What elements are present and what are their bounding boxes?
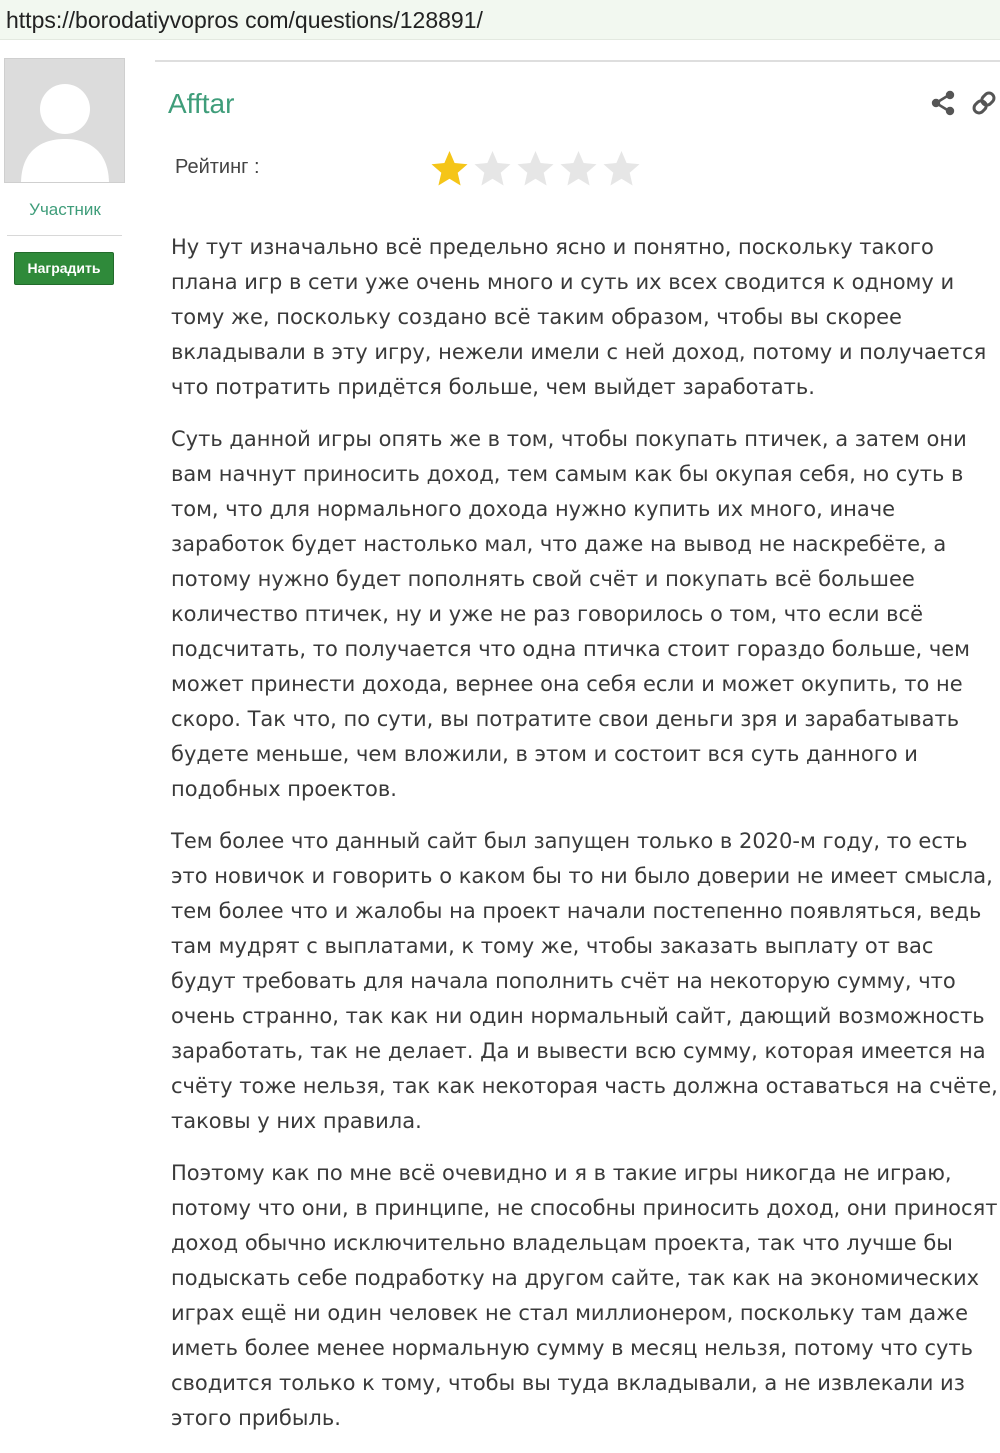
star-empty-icon[interactable] bbox=[557, 148, 600, 188]
post-paragraph: Поэтому как по мне всё очевидно и я в такие игры никогда не играю, потому что они, в принципе, не способны приносить доход, они приносят доход обычно исключительно владельцам проекта, так что лучше бы подыскать себе подработку на другом сайте, так как на экономических играх ещё ни один человек не стал миллионером, поскольку там даже иметь более менее нормальную сумму в месяц нельзя, потому что суть сводится только к тому, чтобы вы туда вкладывали, а не извлекали из этого прибыль. bbox=[171, 1161, 998, 1430]
url-text[interactable]: https://borodatiyvopros com/questions/128891/ bbox=[6, 7, 483, 33]
user-role: Участник bbox=[29, 200, 101, 219]
rating-label: Рейтинг : bbox=[175, 156, 260, 178]
rating-stars[interactable] bbox=[428, 148, 643, 188]
star-empty-icon[interactable] bbox=[471, 148, 514, 188]
post-paragraph: Суть данной игры опять же в том, чтобы покупать птичек, а затем они вам начнут приносить доход, тем самым как бы окупая себя, но суть в том, что для нормального дохода нужно купить их много, иначе заработок будет настолько мал, что даже на вывод не наскребёте, а потому нужно будет пополнять свой счёт и покупать всё большее количество птичек, ну и уже не раз говорилось о том, что если всё подсчитать, то получается что одна птичка стоит гораздо больше, чем может принести дохода, вернее она себя если и может окупить, то не скоро. Так что, по сути, вы потратите свои деньги зря и зарабатывать будете меньше, чем вложили, в этом и состоит вся суть данного и подобных проектов. bbox=[171, 427, 971, 801]
reward-button[interactable]: Наградить bbox=[14, 252, 114, 285]
sidebar-divider bbox=[7, 235, 122, 236]
link-icon[interactable] bbox=[970, 89, 998, 117]
author-name[interactable]: Afftar bbox=[168, 88, 235, 119]
divider bbox=[155, 60, 1000, 62]
post-body bbox=[171, 230, 1000, 1453]
address-bar[interactable] bbox=[0, 0, 1000, 40]
avatar[interactable] bbox=[4, 58, 125, 183]
post-paragraph: Ну тут изначально всё предельно ясно и понятно, поскольку такого плана игр в сети уже очень много и суть их всех сводится к одному и тому же, поскольку создано всё таким образом, чтобы вы скорее вкладывали в эту игру, нежели имели с ней доход, потому и получается что потратить придётся больше, чем выйдет заработать. bbox=[171, 235, 987, 399]
post-paragraph: Тем более что данный сайт был запущен только в 2020-м году, то есть это новичок и говорить о каком бы то ни было доверии не имеет смысла, тем более что и жалобы на проект начали постепенно появляться, ведь там мудрят с выплатами, к тому же, чтобы заказать выплату от вас будут требовать для начала пополнить счёт на некоторую сумму, что очень странно, так как ни один нормальный сайт, дающий возможность заработать, так не делает. Да и вывести всю сумму, которая имеется на счёту тоже нельзя, так как некоторая часть должна оставаться на счёте, таковы у них правила. bbox=[171, 829, 998, 1133]
star-empty-icon[interactable] bbox=[600, 148, 643, 188]
star-filled-icon[interactable] bbox=[428, 148, 471, 188]
user-silhouette-icon bbox=[5, 59, 125, 183]
star-empty-icon[interactable] bbox=[514, 148, 557, 188]
share-icon[interactable] bbox=[930, 90, 956, 116]
